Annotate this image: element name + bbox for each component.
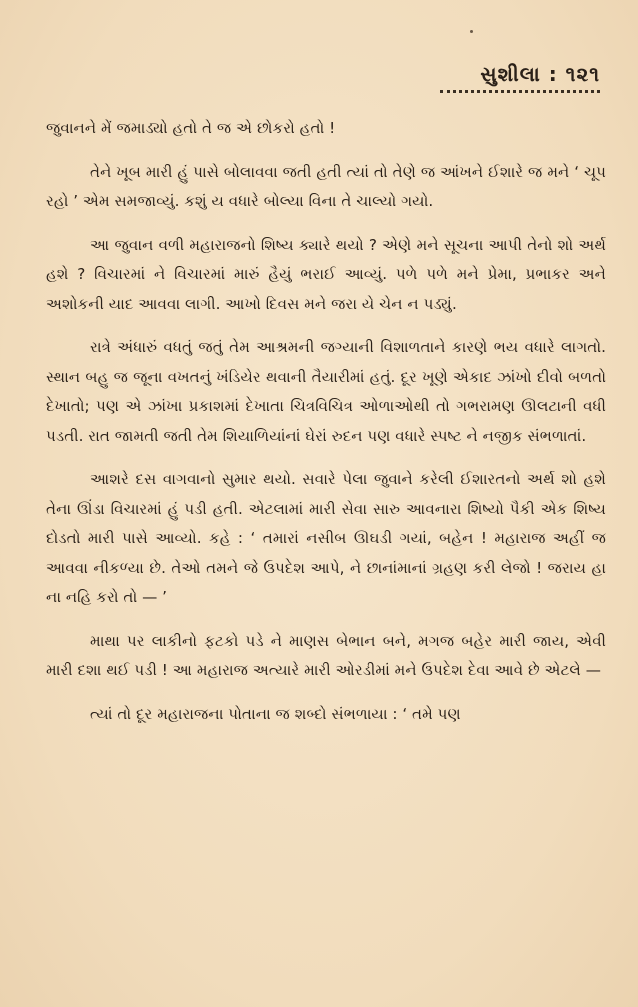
body-text	[46, 114, 606, 743]
paragraph: માથા પર લાકીનો ફટકો પડે ને માણસ બેભાન બને, મગજ બહેર મારી જાય, એવી મારી દશા થઈ પડી ! આ મહારાજ અત્યારે મારી ઓરડીમાં મને ઉપદેશ દેવા આવે છે એટલે —	[46, 631, 606, 679]
paragraph: જુવાનને મેં જમાડ્યો હતો તે જ એ છોકરો હતો !	[46, 119, 336, 137]
page-header	[400, 62, 600, 93]
paragraph: તેને ખૂબ મારી હું પાસે બોલાવવા જતી હતી ત્યાં તો તેણે જ આંખને ઈશારે જ મને ‘ ચૂપ રહો ’ એમ સમજાવ્યું. કશું ય વધારે બોલ્યા વિના તે ચાલ્યો ગયો.	[46, 162, 606, 210]
paragraph: રાત્રે અંધારું વધતું જતું તેમ આશ્રમની જગ્યાની વિશાળતાને કારણે ભય વધારે લાગતો. સ્થાન બહુ જ જૂના વખતનું ખંડિયેર થવાની તૈયારીમાં હતું. દૂર ખૂણે એકાદ ઝાંખો દીવો બળતો દેખાતો; પણ એ ઝાંખા પ્રકાશમાં દેખાતા ચિત્રવિચિત્ર ઓળાઓથી તો ગભરામણ ઊલટાની વધી પડતી. રાત જામતી જતી તેમ શિયાળિયાંનાં ઘેરાં રુદન પણ વધારે સ્પષ્ટ ને નજીક સંભળાતાં.	[46, 338, 606, 445]
paragraph: ત્યાં તો દૂર મહારાજના પોતાના જ શબ્દો સંભળાયા : ‘ તમે પણ	[90, 704, 461, 723]
ink-speck	[470, 30, 473, 33]
dotted-rule	[440, 90, 600, 93]
running-head-with-page-number: સુશીલા : ૧૨૧	[480, 62, 600, 86]
paragraph: આશરે દસ વાગવાનો સુમાર થયો. સવારે પેલા જુવાને કરેલી ઈશારતનો અર્થ શો હશે તેના ઊંડા વિચારમાં હું પડી હતી. એટલામાં મારી સેવા સારુ આવનારા શિષ્યો પૈકી એક શિષ્ય દોડતો મારી પાસે આવ્યો. કહે : ‘ તમારાં નસીબ ઊઘડી ગયાં, બહેન ! મહારાજ અહીં જ આવવા નીકળ્યા છે. તેઓ તમને જે ઉપદેશ આપે, ને છાનાંમાનાં ગ્રહણ કરી લેજો ! જરાય હા ના નહિ કરો તો — ’	[46, 470, 606, 606]
paragraph: આ જુવાન વળી મહારાજનો શિષ્ય ક્યારે થયો ? એણે મને સૂચના આપી તેનો શો અર્થ હશે ? વિચારમાં ને વિચારમાં મારું હૈયું ભરાઈ આવ્યું. પળે પળે મને પ્રેમા, પ્રભાકર અને અશોકની યાદ આવવા લાગી. આખો દિવસ મને જરા યે ચેન ન પડ્યું.	[46, 235, 606, 313]
